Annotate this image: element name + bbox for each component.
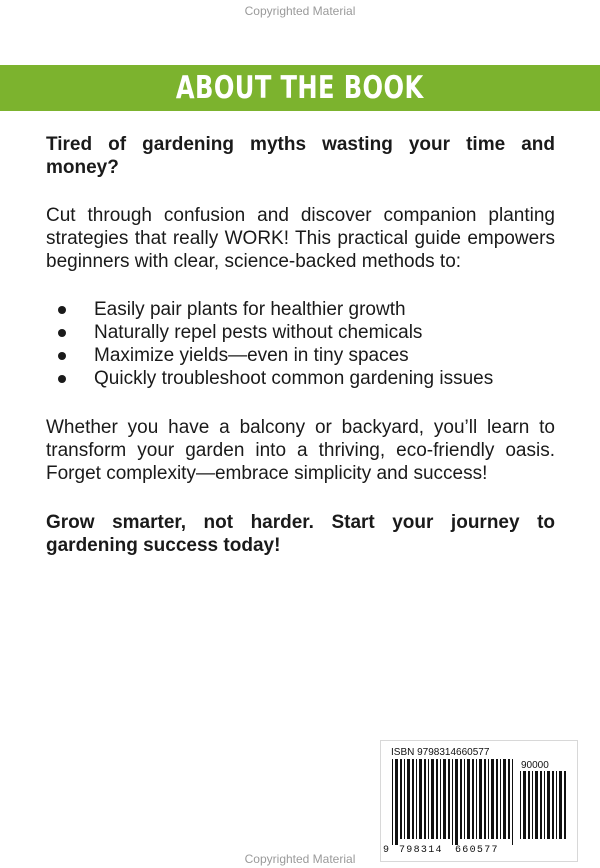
list-item-text: Quickly troubleshoot common gardening issues bbox=[94, 368, 494, 389]
barcode-bar bbox=[407, 759, 410, 839]
barcode-bar bbox=[500, 759, 501, 839]
bullet-icon bbox=[58, 306, 66, 314]
barcode-bar bbox=[460, 759, 462, 839]
price-code: 90000 bbox=[521, 760, 549, 771]
isbn-label: ISBN 9798314660577 bbox=[391, 747, 490, 758]
barcode-bar bbox=[491, 759, 494, 839]
barcode-bar bbox=[443, 759, 446, 839]
book-description bbox=[46, 133, 555, 557]
barcode-bar bbox=[440, 759, 441, 839]
barcode-bar bbox=[508, 759, 510, 839]
barcode-bar bbox=[559, 771, 562, 839]
barcode-bar bbox=[452, 759, 453, 845]
barcode-bar bbox=[464, 759, 465, 839]
barcode-bar bbox=[404, 759, 405, 839]
barcode-bar bbox=[472, 759, 474, 839]
barcode-bar bbox=[416, 759, 417, 839]
barcode-bar bbox=[512, 759, 513, 845]
barcode-bar bbox=[503, 759, 506, 839]
barcode-bar bbox=[535, 771, 538, 839]
list-item bbox=[46, 344, 555, 367]
barcode-digit-lead: 9 bbox=[383, 845, 390, 856]
barcode-bar bbox=[528, 771, 530, 839]
list-item-text: Maximize yields—even in tiny spaces bbox=[94, 345, 409, 366]
watermark-top: Copyrighted Material bbox=[244, 4, 356, 18]
barcode-bar bbox=[428, 759, 429, 839]
barcode-bar bbox=[419, 759, 422, 839]
barcode-bar bbox=[488, 759, 489, 839]
intro-question: Tired of gardening myths wasting your time and money? bbox=[46, 134, 555, 178]
barcode-bar bbox=[431, 759, 434, 839]
barcode-bar bbox=[540, 771, 542, 839]
list-item bbox=[46, 298, 555, 321]
barcode-digits-left: 798314 bbox=[399, 845, 443, 856]
barcode-bar bbox=[532, 771, 533, 839]
watermark-bottom: Copyrighted Material bbox=[244, 852, 356, 866]
closing-statement: Grow smarter, not harder. Start your journey to gardening success today! bbox=[46, 512, 555, 556]
addon-barcode-bars-icon bbox=[520, 771, 570, 845]
list-item bbox=[46, 321, 555, 344]
barcode-bar bbox=[496, 759, 498, 839]
barcode-digits-right: 660577 bbox=[455, 845, 499, 856]
barcode-bar bbox=[392, 759, 393, 845]
bullet-icon bbox=[58, 329, 66, 337]
barcode-bar bbox=[520, 771, 521, 839]
barcode-bar bbox=[547, 771, 550, 839]
bullet-icon bbox=[58, 352, 66, 360]
barcode-bar bbox=[552, 771, 554, 839]
isbn-barcode bbox=[380, 740, 578, 862]
barcode-bar bbox=[484, 759, 486, 839]
barcode-bar bbox=[400, 759, 402, 839]
section-banner bbox=[0, 65, 600, 111]
barcode-bar bbox=[455, 759, 458, 845]
list-item-text: Naturally repel pests without chemicals bbox=[94, 322, 423, 343]
barcode-bar bbox=[479, 759, 482, 839]
barcode-bar bbox=[476, 759, 477, 839]
barcode-bar bbox=[424, 759, 426, 839]
barcode-bar bbox=[448, 759, 450, 839]
barcode-bars-icon bbox=[392, 759, 516, 845]
lead-paragraph: Cut through confusion and discover companion planting strategies that really WORK! This practical guide empowers beginners with clear, science-backed methods to: bbox=[46, 205, 555, 272]
barcode-bar bbox=[395, 759, 398, 845]
list-item bbox=[46, 367, 555, 390]
barcode-bar bbox=[467, 759, 470, 839]
banner-title: ABOUT THE BOOK bbox=[176, 70, 424, 106]
barcode-bar bbox=[556, 771, 557, 839]
list-item-text: Easily pair plants for healthier growth bbox=[94, 299, 406, 320]
barcode-bar bbox=[523, 771, 526, 839]
barcode-bar bbox=[436, 759, 438, 839]
benefits-list bbox=[46, 298, 555, 390]
bullet-icon bbox=[58, 375, 66, 383]
barcode-bar bbox=[544, 771, 545, 839]
barcode-bar bbox=[412, 759, 414, 839]
body-paragraph: Whether you have a balcony or backyard, you’ll learn to transform your garden into a thriving, eco-friendly oasis. Forget complexity—embrace simplicity and success! bbox=[46, 417, 555, 484]
barcode-bar bbox=[564, 771, 566, 839]
